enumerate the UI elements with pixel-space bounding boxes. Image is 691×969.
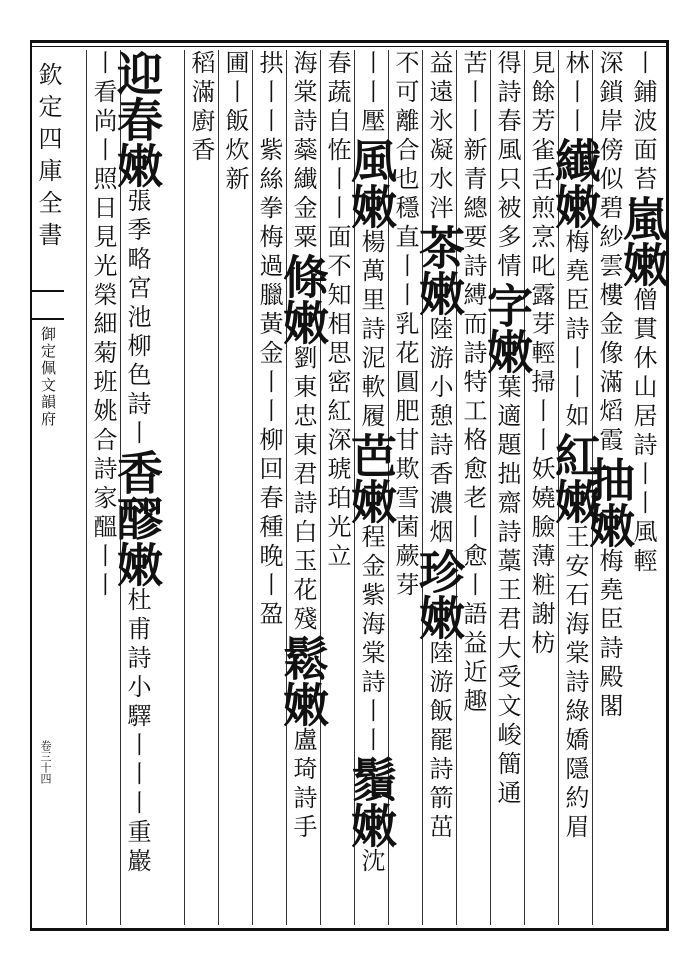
text-run: 益遠氷凝水泮 xyxy=(425,50,453,224)
text-column xyxy=(252,50,286,925)
book-title: 欽定四庫全書 xyxy=(34,62,62,254)
text-run: 自恠丨丨面不知 xyxy=(323,108,351,311)
text-run: 楊萬里詩泥軟履 xyxy=(357,229,385,432)
text-run: 立 xyxy=(323,543,351,572)
text-run: 梅堯臣詩丨丨如 xyxy=(561,229,589,432)
text-column xyxy=(276,50,330,925)
headword: 迎春嫩 xyxy=(110,50,164,188)
text-run: 圃丨飯炊新 xyxy=(221,50,249,195)
text-run: 苦丨丨新青總要詩 xyxy=(459,50,487,282)
text-run: 深鎖岸傍 xyxy=(595,50,623,166)
text-run: 輕掃丨丨妖嬈臉薄粧謝枋 xyxy=(527,340,555,659)
text-column xyxy=(548,50,602,925)
book-subtitle: 御定佩文韻府 xyxy=(39,326,57,428)
text-run: 不可離合也 xyxy=(391,50,419,195)
text-run: 穩直丨丨乳花圓 xyxy=(391,195,419,398)
text-run: 雀舌煎烹叱露芽 xyxy=(527,137,555,340)
text-run: 拱丨丨紫絲拳 xyxy=(255,50,283,224)
text-run: 肥甘欺雪菌蕨芽 xyxy=(391,398,419,601)
headword: 纎嫩 xyxy=(548,137,602,229)
frame-inner-rule xyxy=(30,46,669,47)
text-run: 細菊班姚合詩家醞丨丨 xyxy=(89,311,117,601)
text-run: 陸游飯罷詩箭茁 xyxy=(425,640,453,843)
headword: 茶嫩 xyxy=(412,224,466,316)
text-run: 程金紫海棠詩丨丨 xyxy=(357,524,385,756)
headword: 抽嫩 xyxy=(582,456,636,548)
headword: 鬚嫩 xyxy=(344,756,398,848)
fishtail-mark xyxy=(30,290,64,320)
headword: 嵐嫩 xyxy=(616,195,670,287)
text-run: 劉東忠東君詩白玉花殘 xyxy=(289,345,317,635)
text-run: 僧貫休山居詩丨丨風輕 xyxy=(629,287,657,577)
text-run: 梅過臘黃金丨丨柳回春 xyxy=(255,224,283,514)
text-run: 得詩春風只被多情 xyxy=(493,50,521,282)
frame-right-rule xyxy=(666,40,669,930)
text-column xyxy=(184,50,218,925)
text-run: 縛而詩特工格愈老丨愈丨語益近趣 xyxy=(459,282,487,717)
text-run: 春蔬 xyxy=(323,50,351,108)
text-run: 陸游小憩詩香濃烟 xyxy=(425,316,453,548)
text-column xyxy=(524,50,558,925)
text-column xyxy=(344,50,398,925)
headword: 鬆嫩 xyxy=(276,635,330,727)
frame-bottom-rule xyxy=(30,928,669,931)
text-column xyxy=(86,50,120,925)
text-run: 種晚丨盈 xyxy=(255,514,283,630)
text-run: 丨丨壓 xyxy=(357,50,385,137)
text-run: 林丨丨 xyxy=(561,50,589,137)
text-run: 梅堯臣詩殿閣 xyxy=(595,548,623,722)
headword: 芭嫩 xyxy=(344,432,398,524)
text-column xyxy=(456,50,490,925)
text-run: 海棠詩蘂纎金粟 xyxy=(289,50,317,253)
text-run: 相思密紅深琥珀光 xyxy=(323,311,351,543)
text-column xyxy=(412,50,466,925)
headword: 風嫩 xyxy=(344,137,398,229)
headword: 香醪嫩 xyxy=(110,449,164,587)
text-run: 沈 xyxy=(357,848,385,877)
page-number: 卷三十四 xyxy=(39,740,52,784)
headword: 字嫩 xyxy=(480,282,534,374)
text-run: 似碧紗雲樓金像滿熖霞 xyxy=(595,166,623,456)
text-column xyxy=(218,50,252,925)
headword: 珍嫩 xyxy=(412,548,466,640)
text-column xyxy=(320,50,354,925)
text-run: 丨看尚丨照日見光榮 xyxy=(89,50,117,311)
text-run: 葉適題拙齋詩藁王君大受文峻簡通 xyxy=(493,374,521,809)
headword: 紅嫩 xyxy=(548,432,602,524)
text-run: 王安石海棠詩綠嬌隱約眉 xyxy=(561,524,589,843)
text-run: 稻滿廚香 xyxy=(187,50,215,166)
text-run: 丨鋪波面苔 xyxy=(629,50,657,195)
frame-left-rule xyxy=(30,40,32,930)
headword: 條嫩 xyxy=(276,253,330,345)
text-run: 見餘芳 xyxy=(527,50,555,137)
text-run: 張季略宮池柳色詩丨 xyxy=(123,188,151,449)
frame-top-rule xyxy=(30,40,669,43)
text-column xyxy=(110,50,164,925)
text-run: 杜甫詩小驛丨丨丨重巖 xyxy=(123,587,151,877)
text-run: 盧琦詩手 xyxy=(289,727,317,843)
text-column xyxy=(480,50,534,925)
